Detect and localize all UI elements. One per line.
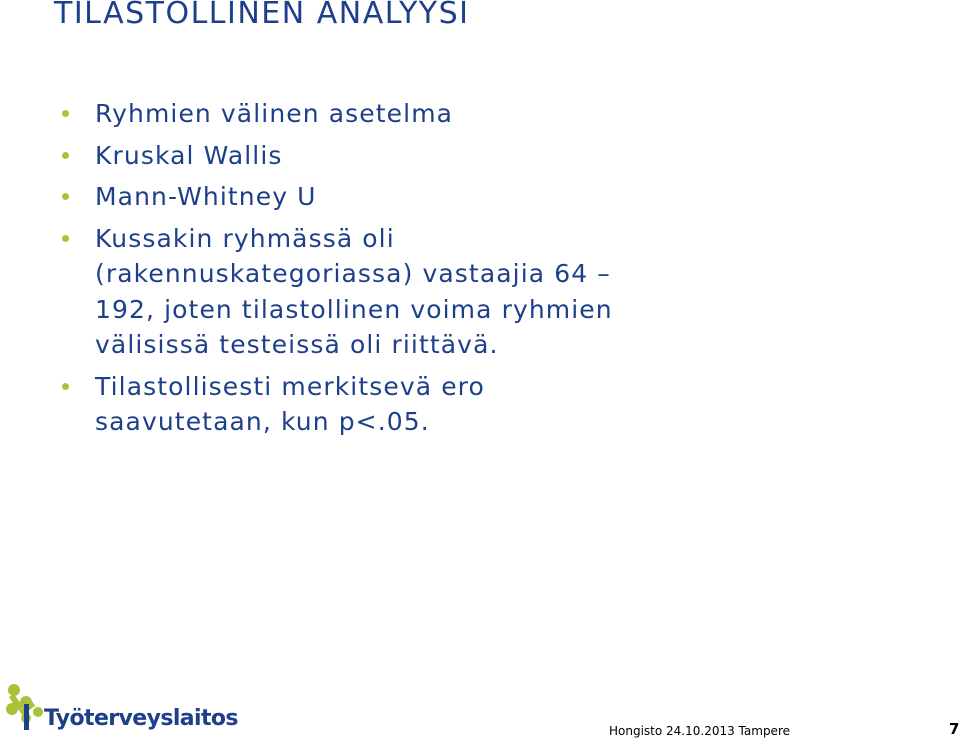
bullet-item [62, 221, 622, 363]
bullet-list [62, 96, 622, 446]
bullet-item [62, 179, 622, 215]
bullet-text: Kruskal Wallis [95, 140, 283, 170]
logo-text: Työterveyslaitos [44, 706, 238, 731]
logo [4, 682, 238, 744]
page-number: 7 [949, 720, 960, 738]
bullet-item [62, 138, 622, 174]
slide-title: TILASTOLLINEN ANALYYSI [54, 0, 470, 31]
bullet-text: Ryhmien välinen asetelma [95, 99, 454, 128]
bullet-dot-icon [62, 383, 69, 390]
bullet-text: Kussakin ryhmässä oli (rakennuskategoriassa) vastaajia 64 – 192, joten tilastollinen voima ryhmien välisissä testeissä oli riittävä. [95, 223, 613, 359]
bullet-dot-icon [62, 110, 69, 117]
bullet-text: Mann-Whitney U [95, 182, 317, 211]
bullet-item [62, 369, 622, 440]
bullet-text: Tilastollisesti merkitsevä ero saavutetaan, kun p<.05. [95, 371, 485, 436]
bullet-item [62, 96, 622, 132]
bullet-dot-icon [62, 193, 69, 200]
bullet-dot-icon [62, 152, 69, 159]
logo-mark-icon [4, 682, 48, 738]
footer-note: Hongisto 24.10.2013 Tampere [609, 724, 790, 738]
bullet-dot-icon [62, 235, 69, 242]
